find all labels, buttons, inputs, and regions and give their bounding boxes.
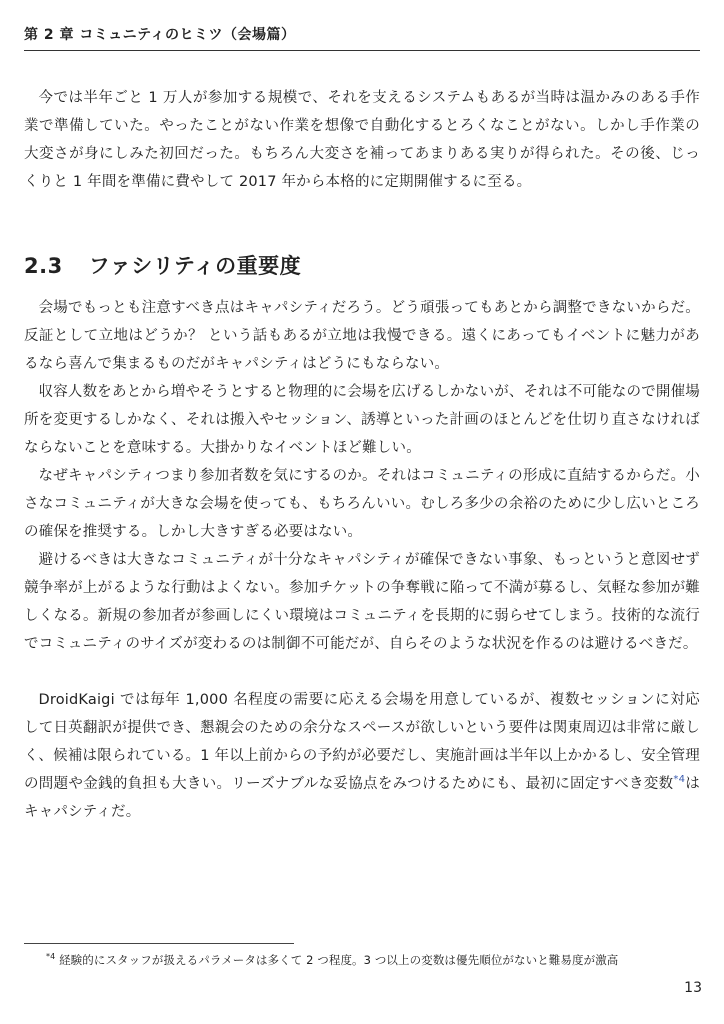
body-paragraph-5-text: DroidKaigi では毎年 1,000 名程度の需要に応える会場を用意しているが、複数セッションに対応して日英翻訳が提供でき、懇親会のための余分なスペースが欲しいという要件は関東周辺は非常に厳しく、候補は限られている。1 年以上前からの予約が必要だし、実施計画は半年以上かかるし、安全管理の問題や金銭的負担も大きい。リーズナブルな妥協点をみつけるためにも、最初に固定すべき変数 bbox=[24, 692, 700, 792]
section-title: ファシリティの重要度 bbox=[88, 254, 302, 278]
footnote bbox=[46, 952, 706, 968]
footnote-text: 経験的にスタッフが扱えるパラメータは多くて 2 つ程度。3 つ以上の変数は優先順位がないと難易度が激高 bbox=[59, 953, 619, 967]
body-paragraph-2: 収容人数をあとから増やそうとすると物理的に会場を広げるしかないが、それは不可能なので開催場所を変更するしかなく、それは搬入やセッション、誘導といった計画のほとんどを仕切り直さなければならないことを意味する。大掛かりなイベントほど難しい。 bbox=[24, 384, 700, 456]
footnote-divider bbox=[24, 943, 294, 944]
section-number: 2.3 bbox=[24, 254, 63, 278]
running-header: 第 2 章 コミュニティのヒミツ（会場篇） bbox=[24, 24, 700, 51]
page-number: 13 bbox=[684, 980, 702, 996]
body-paragraph-4: 避けるべきは大きなコミュニティが十分なキャパシティが確保できない事象、もっというと意図せず競争率が上がるような行動はよくない。参加チケットの争奪戦に陥って不満が募るし、気軽な参加が難しくなる。新規の参加者が参画しにくい環境はコミュニティを長期的に弱らせてしまう。技術的な流行でコミュニティのサイズが変わるのは制御不可能だが、自らそのような状況を作るのは避けるべきだ。 bbox=[24, 552, 700, 652]
intro-paragraph: 今では半年ごと 1 万人が参加する規模で、それを支えるシステムもあるが当時は温かみのある手作業で準備していた。やったことがない作業を想像で自動化するとろくなことがない。しかし手作業の大変さが身にしみた初回だった。もちろん大変さを補ってあまりある実りが得られた。その後、じっくりと 1 年間を準備に費やして 2017 年から本格的に定期開催するに至る。 bbox=[24, 90, 700, 190]
footnote-marker: *4 bbox=[46, 952, 56, 962]
footnote-reference-link[interactable]: *4 bbox=[673, 774, 686, 786]
body-paragraph-3: なぜキャパシティつまり参加者数を気にするのか。それはコミュニティの形成に直結するからだ。小さなコミュニティが大きな会場を使っても、もちろんいい。むしろ多少の余裕のために少し広いところの確保を推奨する。しかし大きすぎる必要はない。 bbox=[24, 468, 700, 540]
body-paragraph-1: 会場でもっとも注意すべき点はキャパシティだろう。どう頑張ってもあとから調整できないからだ。反証として立地はどうか？ という話もあるが立地は我慢できる。遠くにあってもイベントに魅力があるなら喜んで集まるものだがキャパシティはどうにもならない。 bbox=[24, 300, 700, 372]
section-heading bbox=[24, 250, 301, 280]
body-paragraph-5-tail: はキャパシティだ。 bbox=[24, 776, 700, 820]
body-paragraph-5 bbox=[24, 686, 700, 826]
